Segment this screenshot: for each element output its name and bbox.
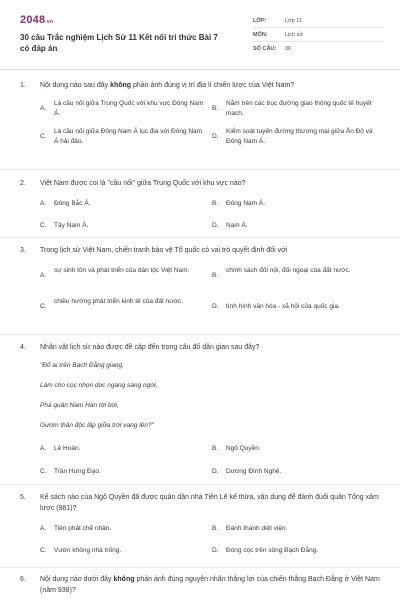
option-letter: C. — [40, 303, 47, 310]
options — [40, 256, 392, 326]
question-number: 3. — [20, 247, 26, 254]
site-logo[interactable] — [20, 14, 53, 26]
option-letter: C. — [40, 468, 47, 475]
quote-line: Làm cho cọc nhọn dọc ngang sáng ngời, — [40, 382, 158, 389]
option-letter: C. — [40, 133, 47, 140]
option-letter: B. — [212, 525, 219, 532]
question-4 — [20, 342, 392, 481]
option-text: Kiểm soát tuyến đường thương mại giữa Ấn Độ và Đông Nam Á. — [226, 128, 373, 145]
question-stem — [20, 178, 392, 189]
option-letter: B. — [212, 272, 219, 279]
question-3 — [20, 245, 392, 326]
question-divider — [0, 334, 400, 335]
option-letter: A. — [40, 445, 47, 452]
logo-suffix: .vn — [45, 19, 54, 25]
stem-text: phản ánh đúng vị trí địa lí chiến lược của Việt Nam? — [131, 82, 295, 89]
option-text: tình hình văn hóa - xã hội của quốc gia. — [226, 303, 340, 310]
meta-value: Lớp 11 — [285, 17, 302, 24]
option-text: Là cầu nối giữa Đông Nam Á lục địa với Đông Nam Á hải đảo. — [54, 128, 203, 145]
page-header — [0, 0, 400, 64]
option-letter: B. — [212, 105, 219, 112]
question-stem — [20, 342, 392, 353]
stem-emphasis: không — [110, 82, 132, 89]
options — [40, 514, 392, 554]
option-letter: A. — [40, 525, 47, 532]
option-text: Đông Nam Á. — [226, 200, 266, 207]
option-text: Lê Hoàn. — [54, 445, 81, 452]
stem-text: Kế sách nào của Ngô Quyền đã được quân dân nhà Tiền Lê kế thừa, vận dụng để đánh đuổi quân Tống xâm lược (981)? — [40, 494, 379, 512]
question-divider — [0, 567, 400, 568]
option-text: Trần Hưng Đạo. — [54, 468, 101, 475]
logo-number: 2048 — [20, 14, 46, 26]
option-letter: D. — [212, 303, 219, 310]
question-divider — [0, 169, 400, 170]
option-letter: D. — [212, 133, 219, 140]
meta-label: SỐ CÂU: — [253, 45, 277, 52]
options — [40, 441, 392, 481]
question-number: 2. — [20, 180, 26, 187]
question-stem — [20, 80, 392, 91]
meta-row-count — [253, 42, 383, 55]
option-text: Vườn không nhà trống. — [54, 547, 122, 554]
option-letter: D. — [212, 222, 219, 229]
question-1 — [20, 80, 392, 151]
option-letter: A. — [40, 200, 47, 207]
question-divider — [0, 237, 400, 238]
header-divider — [0, 69, 400, 70]
quote-line: Gươm thần độc lập giữa trời vang lên?" — [40, 422, 154, 429]
stem-text: Nội dung nào dưới đây — [40, 576, 114, 583]
stem-text: Việt Nam được coi là "cầu nối" giữa Trung Quốc với khu vực nào? — [40, 180, 246, 187]
folk-riddle-quote — [20, 361, 392, 441]
document-meta — [253, 14, 383, 55]
option-letter: C. — [40, 222, 47, 229]
option-text: Nam Á. — [226, 222, 248, 229]
question-number: 4. — [20, 344, 26, 351]
meta-label: MÔN: — [253, 31, 268, 38]
meta-value: Lịch sử — [285, 31, 304, 38]
quote-line: Phá quân Nam Hán tơi bời, — [40, 402, 119, 409]
option-text: Nằm trên các trục đường giao thông quốc tế huyết mạch. — [226, 100, 372, 117]
meta-row-subject — [253, 28, 383, 42]
option-letter: C. — [40, 547, 47, 554]
question-5 — [20, 492, 392, 554]
stem-text: phản ánh đúng nguyên nhân thắng lợi của chiến thắng Bạch Đằng ở Việt Nam (năm 938)? — [40, 576, 380, 594]
quote-line: "Đố ai trên Bạch Đằng giang, — [40, 362, 124, 369]
option-text: Đóng cọc trên sông Bạch Đằng. — [226, 547, 319, 554]
option-text: Đông Bắc Á. — [54, 200, 91, 207]
stem-text: Trong lịch sử Việt Nam, chiến tranh bảo vệ Tổ quốc có vai trò quyết định đối với — [40, 247, 288, 254]
question-stem — [20, 245, 392, 256]
meta-value: 30 — [285, 45, 292, 52]
option-letter: B. — [212, 200, 219, 207]
stem-emphasis: không — [113, 576, 135, 583]
question-number: 1. — [20, 82, 26, 89]
meta-label: LỚP: — [253, 17, 267, 24]
question-number: 6. — [20, 576, 26, 583]
option-text: Dương Đình Nghệ. — [226, 468, 282, 475]
option-text: Ngô Quyền. — [226, 445, 261, 452]
question-divider — [0, 484, 400, 485]
stem-text: Nội dung nào sau đây — [40, 82, 111, 89]
option-letter: D. — [212, 468, 219, 475]
question-stem — [20, 574, 392, 596]
question-2 — [20, 178, 392, 229]
question-stem — [20, 492, 392, 514]
option-letter: A. — [40, 105, 47, 112]
question-number: 5. — [20, 494, 26, 501]
question-6 — [20, 574, 392, 596]
options — [40, 189, 392, 229]
meta-row-class — [253, 14, 383, 28]
document-title: 30 câu Trắc nghiệm Lịch Sử 11 Kết nối tri thức Bài 7 có đáp án — [20, 33, 218, 53]
options — [40, 91, 392, 151]
option-letter: B. — [212, 445, 219, 452]
option-letter: D. — [212, 547, 219, 554]
option-text: Tiên phát chế nhân. — [54, 525, 112, 532]
option-letter: A. — [40, 272, 47, 279]
option-text: Là cầu nối giữa Trung Quốc với khu vực Đông Nam Á. — [54, 100, 204, 117]
option-text: sự sinh tồn và phát triển của dân tộc Việt Nam. — [54, 267, 190, 274]
option-text: chiều hướng phát triển kinh tế của đất nước. — [54, 298, 183, 305]
stem-text: Nhân vật lịch sử nào được đề cập đến trong câu đố dân gian sau đây? — [40, 344, 260, 351]
option-text: Đánh thành diệt viện. — [226, 525, 288, 532]
option-text: chính sách đối nội, đối ngoại của đất nước. — [226, 267, 351, 274]
option-text: Tây Nam Á. — [54, 222, 89, 229]
